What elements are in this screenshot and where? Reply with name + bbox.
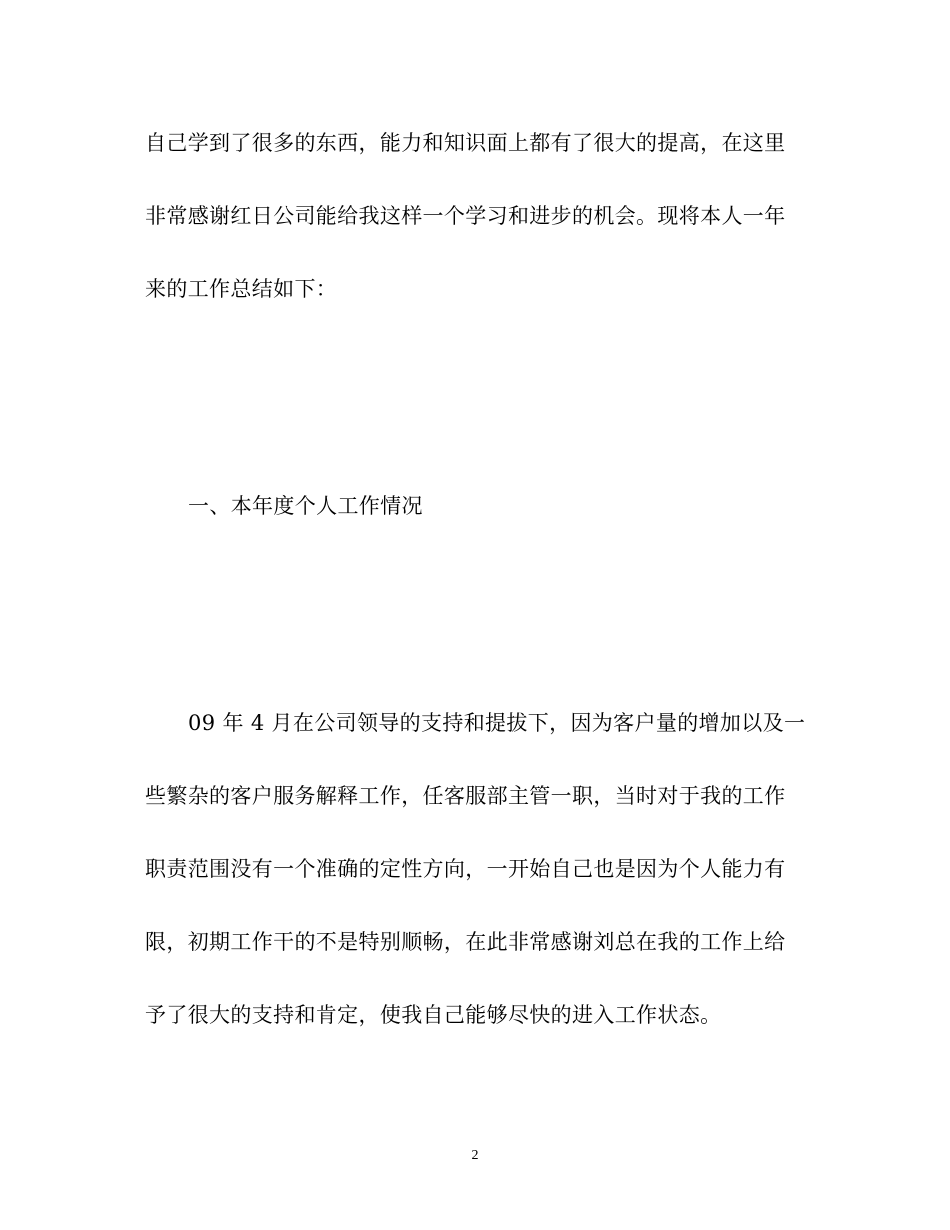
paragraph-line: 自己学到了很多的东西，能力和知识面上都有了很大的提高，在这里 xyxy=(145,131,786,155)
paragraph-line: 限，初期工作干的不是特别顺畅，在此非常感谢刘总在我的工作上给 xyxy=(145,930,786,954)
paragraph-line: 来的工作总结如下： xyxy=(145,277,338,301)
section-heading: 一、本年度个人工作情况 xyxy=(188,494,423,518)
paragraph-line: 予了很大的支持和肯定，使我自己能够尽快的进入工作状态。 xyxy=(145,1003,722,1027)
paragraph-line: 职责范围没有一个准确的定性方向，一开始自己也是因为个人能力有 xyxy=(145,857,786,881)
paragraph-line: 09 年 4 月在公司领导的支持和提拔下，因为客户量的增加以及一 xyxy=(188,711,806,735)
paragraph-line: 些繁杂的客户服务解释工作，任客服部主管一职，当时对于我的工作 xyxy=(145,784,786,808)
page-number: 2 xyxy=(471,1148,479,1163)
paragraph-line: 非常感谢红日公司能给我这样一个学习和进步的机会。现将本人一年 xyxy=(145,204,786,228)
